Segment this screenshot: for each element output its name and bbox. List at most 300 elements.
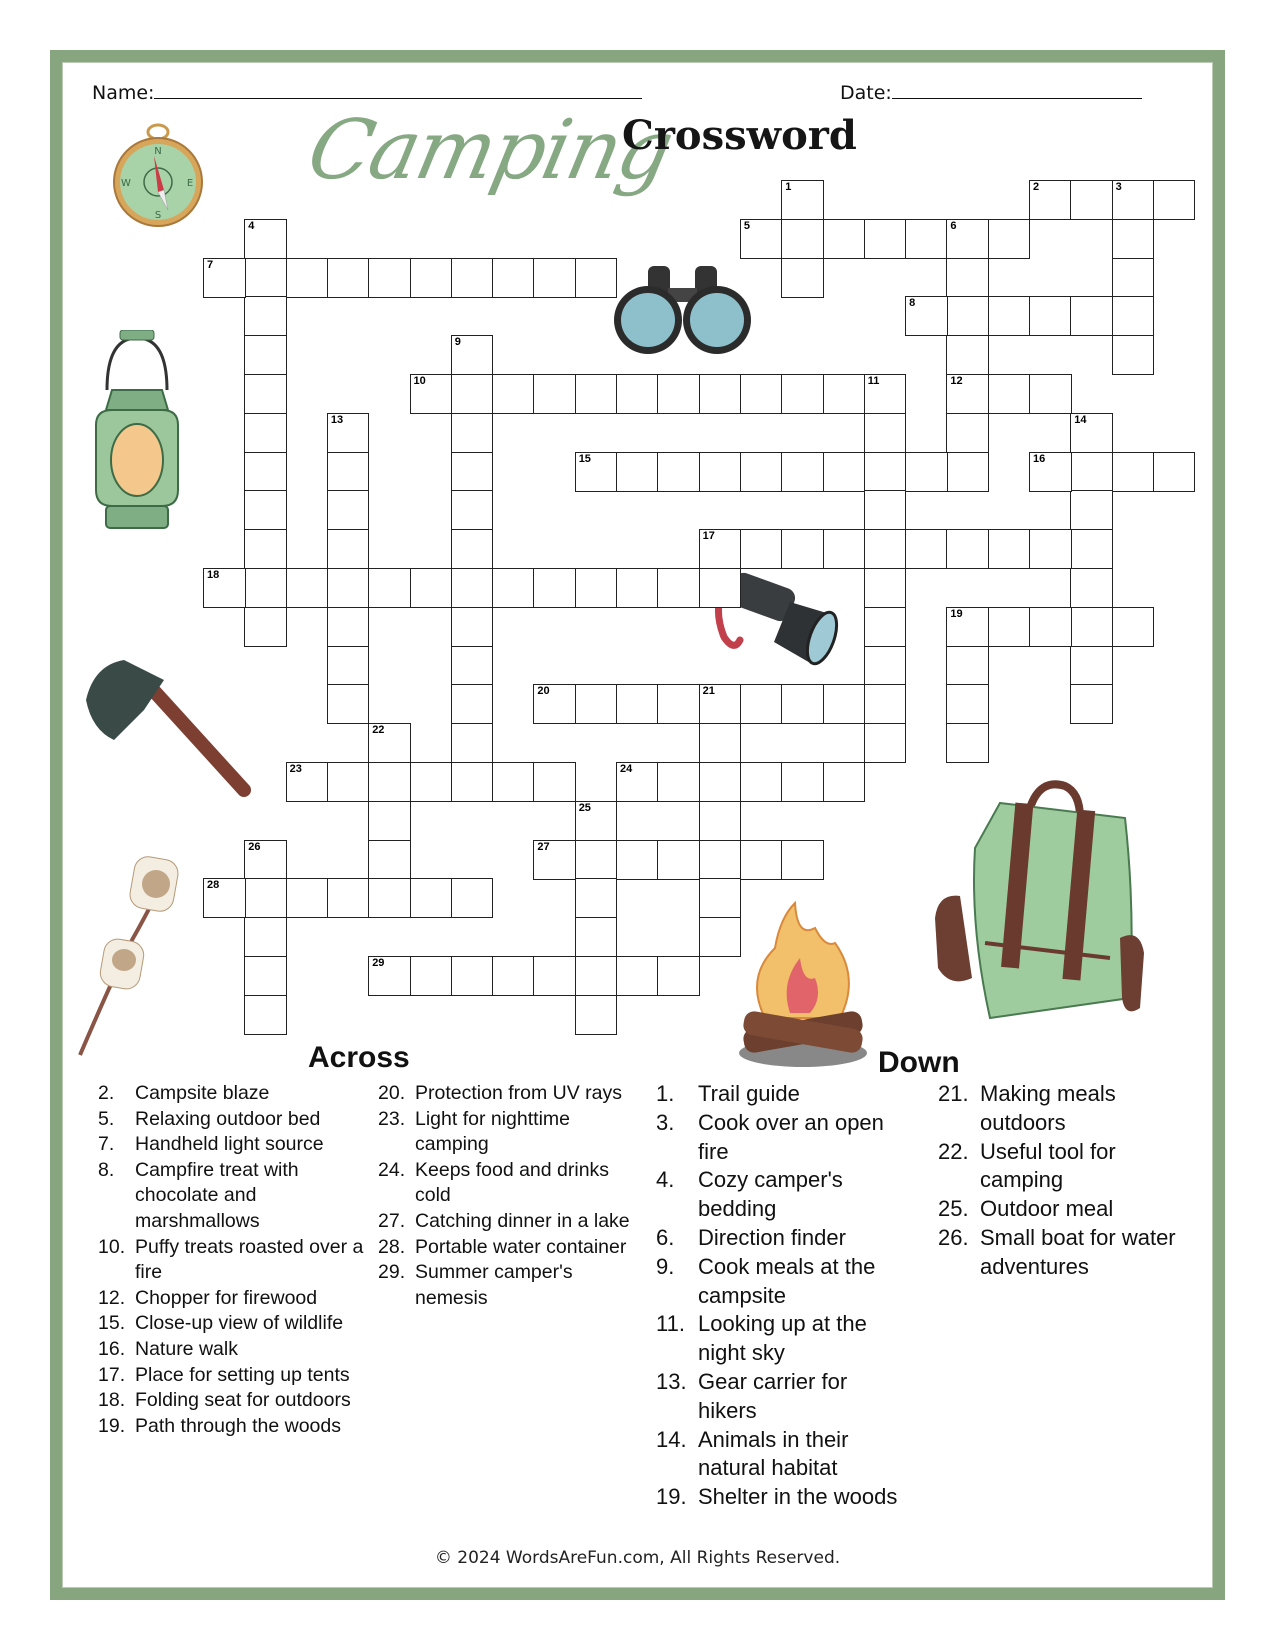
clue-number: 5 <box>743 219 751 232</box>
grid-cell[interactable] <box>699 840 742 880</box>
clue-number: 25. <box>938 1196 969 1222</box>
grid-cell[interactable] <box>864 413 907 453</box>
grid-cell[interactable] <box>1070 607 1113 647</box>
clue-number: 7 <box>207 258 214 271</box>
down-heading: Down <box>878 1046 960 1079</box>
clue-number: 9. <box>656 1253 675 1279</box>
clue-number: 18 <box>207 569 220 581</box>
clue-item <box>656 1426 906 1484</box>
grid-cell[interactable] <box>451 529 494 569</box>
grid-cell[interactable] <box>740 684 783 724</box>
grid-cell[interactable] <box>451 956 494 996</box>
grid-cell[interactable] <box>864 219 907 259</box>
lantern-icon <box>82 330 192 540</box>
clue-item <box>938 1138 1198 1196</box>
clue-number: 3 <box>1115 181 1122 193</box>
clue-text: Keeps food and drinks cold <box>415 1158 610 1207</box>
grid-cell[interactable] <box>451 607 494 647</box>
grid-cell[interactable] <box>1112 335 1155 375</box>
clue-item <box>98 1132 368 1158</box>
grid-cell[interactable] <box>864 374 907 414</box>
grid-cell[interactable] <box>575 258 618 298</box>
grid-cell[interactable] <box>410 878 453 918</box>
axe-icon <box>84 640 259 805</box>
grid-cell[interactable] <box>410 568 453 608</box>
grid-cell[interactable] <box>864 607 907 647</box>
clue-text: Folding seat for outdoors <box>135 1389 351 1412</box>
grid-cell[interactable] <box>244 956 287 996</box>
grid-cell[interactable] <box>699 917 742 957</box>
grid-cell[interactable] <box>244 219 287 259</box>
grid-cell[interactable] <box>327 568 370 608</box>
grid-cell[interactable] <box>905 219 948 259</box>
clue-item <box>656 1368 906 1426</box>
grid-cell[interactable] <box>327 684 370 724</box>
grid-cell[interactable] <box>244 335 287 375</box>
grid-cell[interactable] <box>616 684 659 724</box>
grid-cell[interactable] <box>781 258 824 298</box>
grid-cell[interactable] <box>244 529 287 569</box>
grid-cell[interactable] <box>327 413 370 453</box>
grid-cell[interactable] <box>1029 296 1072 336</box>
clue-number: 26 <box>248 840 261 853</box>
grid-cell[interactable] <box>244 296 287 336</box>
grid-cell[interactable] <box>327 762 370 802</box>
date-field[interactable] <box>840 80 1142 104</box>
grid-cell[interactable] <box>1070 413 1113 453</box>
grid-cell[interactable] <box>740 219 783 259</box>
clue-number: 17 <box>702 530 715 543</box>
clue-item <box>98 1363 368 1389</box>
grid-cell[interactable] <box>616 452 659 492</box>
grid-cell[interactable] <box>781 180 824 220</box>
clue-text: Small boat for water adventures <box>980 1224 1176 1279</box>
grid-cell[interactable] <box>492 956 535 996</box>
grid-cell[interactable] <box>575 452 618 492</box>
clue-number: 10. <box>98 1235 126 1258</box>
clue-number: 15. <box>98 1312 126 1335</box>
grid-cell[interactable] <box>740 374 783 414</box>
grid-cell[interactable] <box>451 374 494 414</box>
grid-cell[interactable] <box>368 723 411 763</box>
clue-item <box>656 1310 906 1368</box>
grid-cell[interactable] <box>1029 180 1072 220</box>
grid-cell[interactable] <box>781 762 824 802</box>
clue-text: Summer camper's nemesis <box>415 1261 573 1309</box>
grid-cell[interactable] <box>946 452 989 492</box>
clue-text: Path through the woods <box>135 1414 341 1437</box>
clue-text: Cook over an open fire <box>698 1109 884 1164</box>
grid-cell[interactable] <box>368 801 411 841</box>
clue-number: 11. <box>656 1311 685 1337</box>
grid-cell[interactable] <box>410 762 453 802</box>
grid-cell[interactable] <box>1070 296 1113 336</box>
grid-cell[interactable] <box>946 607 989 647</box>
grid-cell[interactable] <box>451 684 494 724</box>
clue-number: 28 <box>207 879 220 892</box>
grid-cell[interactable] <box>492 258 535 298</box>
grid-cell[interactable] <box>327 878 370 918</box>
grid-cell[interactable] <box>327 607 370 647</box>
clue-number: 2. <box>98 1082 115 1104</box>
compass-icon <box>108 120 208 232</box>
grid-cell[interactable] <box>203 258 246 298</box>
grid-cell[interactable] <box>616 956 659 996</box>
grid-cell[interactable] <box>946 335 989 375</box>
grid-cell[interactable] <box>244 490 287 530</box>
grid-cell[interactable] <box>575 840 618 880</box>
grid-cell[interactable] <box>616 840 659 880</box>
grid-cell[interactable] <box>1112 452 1155 492</box>
grid-cell[interactable] <box>244 452 287 492</box>
clue-item <box>98 1235 368 1286</box>
grid-cell[interactable] <box>823 219 866 259</box>
down-clues-col1 <box>656 1080 906 1512</box>
name-label: Name: <box>92 82 155 104</box>
grid-cell[interactable] <box>1029 374 1072 414</box>
grid-cell[interactable] <box>657 762 700 802</box>
clue-number: 22. <box>938 1138 969 1164</box>
across-heading: Across <box>308 1041 410 1074</box>
svg-text:W: W <box>121 178 131 189</box>
grid-cell[interactable] <box>740 452 783 492</box>
clue-number: 4. <box>656 1167 675 1193</box>
date-blank-line[interactable] <box>892 80 1142 99</box>
clue-number: 29. <box>378 1261 406 1284</box>
grid-cell[interactable] <box>1112 180 1155 220</box>
grid-cell[interactable] <box>203 568 246 608</box>
clue-number: 7. <box>98 1133 115 1156</box>
grid-cell[interactable] <box>1112 607 1155 647</box>
grid-cell[interactable] <box>327 452 370 492</box>
name-field[interactable] <box>92 80 642 104</box>
grid-cell[interactable] <box>823 762 866 802</box>
grid-cell[interactable] <box>699 878 742 918</box>
grid-cell[interactable] <box>657 452 700 492</box>
grid-cell[interactable] <box>451 878 494 918</box>
grid-cell[interactable] <box>533 684 576 724</box>
binoculars-icon <box>610 258 755 358</box>
grid-cell[interactable] <box>533 568 576 608</box>
grid-cell[interactable] <box>1070 490 1113 530</box>
clue-number: 5. <box>98 1107 115 1130</box>
grid-cell[interactable] <box>946 258 989 298</box>
grid-cell[interactable] <box>616 374 659 414</box>
grid-cell[interactable] <box>657 684 700 724</box>
grid-cell[interactable] <box>740 840 783 880</box>
clue-number: 12. <box>98 1286 126 1309</box>
grid-cell[interactable] <box>699 452 742 492</box>
clue-item <box>656 1080 906 1109</box>
grid-cell[interactable] <box>988 607 1031 647</box>
across-clues-col1 <box>98 1081 368 1439</box>
clue-number: 9 <box>454 336 461 349</box>
grid-cell[interactable] <box>864 646 907 686</box>
grid-cell[interactable] <box>616 568 659 608</box>
grid-cell[interactable] <box>327 490 370 530</box>
clue-item <box>938 1224 1198 1282</box>
across-clues-col2 <box>378 1081 638 1311</box>
grid-cell[interactable] <box>575 917 618 957</box>
clue-number: 12 <box>950 375 963 387</box>
grid-cell[interactable] <box>864 529 907 569</box>
grid-cell[interactable] <box>699 801 742 841</box>
clue-item <box>98 1311 368 1337</box>
grid-cell[interactable] <box>244 607 287 647</box>
clue-number: 27. <box>378 1209 406 1232</box>
grid-cell[interactable] <box>286 568 329 608</box>
grid-cell[interactable] <box>988 219 1031 259</box>
clue-text: Looking up at the night sky <box>698 1311 867 1366</box>
grid-cell[interactable] <box>946 684 989 724</box>
grid-cell[interactable] <box>244 995 287 1035</box>
clue-number: 29 <box>372 957 385 969</box>
clue-number: 23 <box>289 763 302 775</box>
clue-text: Outdoor meal <box>980 1196 1114 1222</box>
grid-cell[interactable] <box>823 684 866 724</box>
grid-cell[interactable] <box>781 840 824 880</box>
grid-cell[interactable] <box>533 258 576 298</box>
clue-item <box>98 1081 368 1107</box>
clue-item <box>378 1260 638 1311</box>
clue-item <box>656 1483 906 1512</box>
grid-cell[interactable] <box>575 684 618 724</box>
grid-cell[interactable] <box>451 490 494 530</box>
grid-cell[interactable] <box>1112 219 1155 259</box>
grid-cell[interactable] <box>1029 607 1072 647</box>
grid-cell[interactable] <box>781 452 824 492</box>
clue-number: 4 <box>248 219 255 232</box>
grid-cell[interactable] <box>492 762 535 802</box>
clue-number: 25 <box>578 801 591 814</box>
name-blank-line[interactable] <box>154 80 642 99</box>
clue-number: 3. <box>656 1109 675 1135</box>
grid-cell[interactable] <box>327 258 370 298</box>
grid-cell[interactable] <box>286 878 329 918</box>
grid-cell[interactable] <box>451 413 494 453</box>
grid-cell[interactable] <box>988 374 1031 414</box>
grid-cell[interactable] <box>781 529 824 569</box>
grid-cell[interactable] <box>988 296 1031 336</box>
clue-item <box>656 1224 906 1253</box>
grid-cell[interactable] <box>988 529 1031 569</box>
grid-cell[interactable] <box>699 723 742 763</box>
grid-cell[interactable] <box>533 840 576 880</box>
grid-cell[interactable] <box>451 452 494 492</box>
clue-text: Cook meals at the campsite <box>698 1253 876 1308</box>
clue-text: Place for setting up tents <box>135 1363 350 1386</box>
campfire-icon <box>735 898 870 1070</box>
svg-text:S: S <box>154 210 162 221</box>
clue-text: Animals in their natural habitat <box>698 1426 849 1481</box>
backpack-icon <box>930 778 1145 1033</box>
grid-cell[interactable] <box>1070 568 1113 608</box>
grid-cell[interactable] <box>244 840 287 880</box>
grid-cell[interactable] <box>368 878 411 918</box>
grid-cell[interactable] <box>1070 452 1113 492</box>
clue-item <box>98 1107 368 1133</box>
grid-cell[interactable] <box>699 762 742 802</box>
grid-cell[interactable] <box>864 684 907 724</box>
clue-number: 27 <box>537 840 550 853</box>
grid-cell[interactable] <box>946 723 989 763</box>
copyright-footer: © 2024 WordsAreFun.com, All Rights Reserved. <box>434 1548 841 1568</box>
grid-cell[interactable] <box>905 529 948 569</box>
clue-number: 28. <box>378 1235 406 1258</box>
grid-cell[interactable] <box>781 684 824 724</box>
grid-cell[interactable] <box>492 374 535 414</box>
clue-text: Useful tool for camping <box>980 1138 1116 1193</box>
grid-cell[interactable] <box>533 762 576 802</box>
grid-cell[interactable] <box>781 374 824 414</box>
grid-cell[interactable] <box>533 956 576 996</box>
clue-number: 8. <box>98 1158 115 1181</box>
grid-cell[interactable] <box>1112 296 1155 336</box>
grid-cell[interactable] <box>1070 529 1113 569</box>
grid-cell[interactable] <box>451 762 494 802</box>
grid-cell[interactable] <box>244 374 287 414</box>
grid-cell[interactable] <box>244 258 287 298</box>
grid-cell[interactable] <box>946 296 989 336</box>
clue-text: Cozy camper's bedding <box>698 1167 843 1222</box>
clue-number: 13 <box>330 413 344 426</box>
grid-cell[interactable] <box>575 568 618 608</box>
grid-cell[interactable] <box>451 568 494 608</box>
clue-item <box>656 1166 906 1224</box>
grid-cell[interactable] <box>327 529 370 569</box>
clue-text: Shelter in the woods <box>698 1484 898 1510</box>
page-title: Crossword <box>622 112 857 159</box>
grid-cell[interactable] <box>864 490 907 530</box>
clue-text: Close-up view of wildlife <box>135 1312 344 1335</box>
clue-item <box>656 1253 906 1311</box>
grid-cell[interactable] <box>699 568 742 608</box>
clue-number: 1. <box>656 1081 675 1106</box>
grid-cell[interactable] <box>864 452 907 492</box>
grid-cell[interactable] <box>823 529 866 569</box>
clue-item <box>938 1195 1198 1224</box>
down-clues-col2 <box>938 1080 1198 1282</box>
grid-cell[interactable] <box>533 374 576 414</box>
grid-cell[interactable] <box>410 956 453 996</box>
grid-cell[interactable] <box>451 335 494 375</box>
clue-text: Nature walk <box>135 1337 238 1360</box>
grid-cell[interactable] <box>368 568 411 608</box>
grid-cell[interactable] <box>244 917 287 957</box>
grid-cell[interactable] <box>699 684 742 724</box>
grid-cell[interactable] <box>1070 684 1113 724</box>
grid-cell[interactable] <box>575 374 618 414</box>
clue-text: Campsite blaze <box>135 1082 270 1104</box>
clue-item <box>98 1158 368 1235</box>
grid-cell[interactable] <box>244 878 287 918</box>
grid-cell[interactable] <box>781 219 824 259</box>
grid-cell[interactable] <box>244 568 287 608</box>
grid-cell[interactable] <box>823 374 866 414</box>
grid-cell[interactable] <box>1153 452 1196 492</box>
grid-cell[interactable] <box>864 723 907 763</box>
grid-cell[interactable] <box>203 878 246 918</box>
grid-cell[interactable] <box>575 956 618 996</box>
grid-cell[interactable] <box>1112 258 1155 298</box>
clue-number: 19. <box>98 1414 126 1437</box>
clue-number: 21 <box>702 685 715 698</box>
grid-cell[interactable] <box>616 762 659 802</box>
grid-cell[interactable] <box>368 840 411 880</box>
grid-cell[interactable] <box>368 762 411 802</box>
grid-cell[interactable] <box>1070 646 1113 686</box>
clue-number: 20. <box>378 1082 406 1104</box>
clue-number: 16 <box>1033 452 1046 465</box>
grid-cell[interactable] <box>286 258 329 298</box>
grid-cell[interactable] <box>657 956 700 996</box>
grid-cell[interactable] <box>946 219 989 259</box>
clue-text: Relaxing outdoor bed <box>135 1107 321 1130</box>
grid-cell[interactable] <box>451 723 494 763</box>
clue-item <box>656 1109 906 1167</box>
clue-text: Protection from UV rays <box>415 1082 622 1104</box>
grid-cell[interactable] <box>864 568 907 608</box>
clue-number: 24. <box>378 1158 406 1181</box>
grid-cell[interactable] <box>1029 529 1072 569</box>
grid-cell[interactable] <box>492 568 535 608</box>
grid-cell[interactable] <box>946 646 989 686</box>
grid-cell[interactable] <box>410 258 453 298</box>
grid-cell[interactable] <box>451 646 494 686</box>
clue-text: Trail guide <box>698 1081 800 1106</box>
grid-cell[interactable] <box>905 296 948 336</box>
clue-text: Light for nighttime camping <box>415 1107 571 1156</box>
clue-text: Gear carrier for hikers <box>698 1368 848 1423</box>
grid-cell[interactable] <box>657 568 700 608</box>
clue-text: Portable water container <box>415 1235 627 1258</box>
grid-cell[interactable] <box>410 374 453 414</box>
clue-number: 16. <box>98 1337 126 1360</box>
grid-cell[interactable] <box>699 529 742 569</box>
grid-cell[interactable] <box>327 646 370 686</box>
marshmallow-stick-icon <box>72 850 192 1060</box>
grid-cell[interactable] <box>1070 180 1113 220</box>
grid-cell[interactable] <box>575 995 618 1035</box>
grid-cell[interactable] <box>946 529 989 569</box>
grid-cell[interactable] <box>823 452 866 492</box>
grid-cell[interactable] <box>740 762 783 802</box>
grid-cell[interactable] <box>1029 452 1072 492</box>
grid-cell[interactable] <box>575 878 618 918</box>
grid-cell[interactable] <box>451 258 494 298</box>
clue-number: 19 <box>950 607 963 620</box>
grid-cell[interactable] <box>657 840 700 880</box>
grid-cell[interactable] <box>368 956 411 996</box>
svg-text:E: E <box>186 178 194 189</box>
grid-cell[interactable] <box>368 258 411 298</box>
grid-cell[interactable] <box>244 413 287 453</box>
clue-item <box>938 1080 1198 1138</box>
clue-number: 8 <box>909 297 916 310</box>
grid-cell[interactable] <box>946 374 989 414</box>
grid-cell[interactable] <box>286 762 329 802</box>
clue-item <box>98 1337 368 1363</box>
grid-cell[interactable] <box>1153 180 1196 220</box>
grid-cell[interactable] <box>946 413 989 453</box>
clue-item <box>378 1209 638 1235</box>
grid-cell[interactable] <box>905 452 948 492</box>
grid-cell[interactable] <box>740 529 783 569</box>
clue-item <box>378 1107 638 1158</box>
grid-cell[interactable] <box>575 801 618 841</box>
grid-cell[interactable] <box>699 374 742 414</box>
grid-cell[interactable] <box>657 374 700 414</box>
